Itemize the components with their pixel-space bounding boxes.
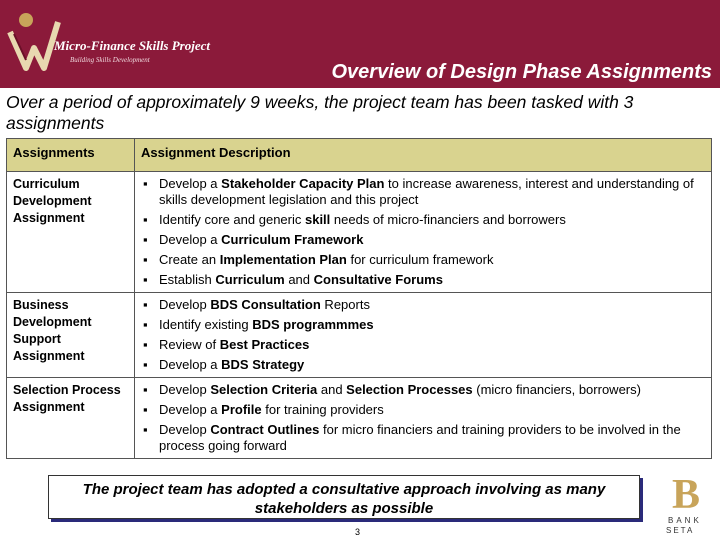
description-list (141, 176, 705, 288)
header-assignments: Assignments (7, 139, 135, 172)
text-segment: Develop (159, 422, 211, 437)
bold-term: BDS Consultation (210, 297, 321, 312)
page-number: 3 (355, 527, 361, 537)
list-item (141, 176, 705, 208)
bold-term: Implementation Plan (219, 252, 347, 267)
list-item (141, 252, 705, 268)
text-segment: Create an (159, 252, 220, 267)
text-segment: Review of (159, 337, 220, 352)
bold-term: Selection Criteria (210, 382, 318, 397)
bank-logo-line1: BANK (668, 516, 702, 525)
list-item (141, 382, 705, 398)
list-item (141, 212, 705, 228)
text-segment: Develop a (159, 402, 222, 417)
text-segment: Develop a (159, 176, 222, 191)
bold-term: Contract Outlines (210, 422, 320, 437)
assignment-description (135, 378, 712, 459)
table-row (7, 172, 712, 293)
assignment-description (135, 172, 712, 293)
text-segment: Develop (159, 297, 211, 312)
assignment-name: Business Development Support Assignment (7, 293, 135, 378)
table-body (7, 172, 712, 459)
description-list (141, 297, 705, 373)
bold-term: Best Practices (219, 337, 310, 352)
intro-text: Over a period of approximately 9 weeks, the project team has been tasked with 3 assignments (6, 92, 634, 133)
text-segment: Identify existing (159, 317, 253, 332)
text-segment: Develop (159, 382, 211, 397)
bold-term: BDS Strategy (221, 357, 305, 372)
text-segment: Identify core and generic (159, 212, 305, 227)
logo-tagline: Building Skills Development (70, 56, 150, 64)
list-item (141, 402, 705, 418)
list-item (141, 422, 705, 454)
list-item (141, 337, 705, 353)
bank-seta-logo (664, 470, 716, 536)
text-segment: for curriculum framework (346, 252, 494, 267)
text-segment: needs of micro-financiers and borrowers (330, 212, 566, 227)
list-item (141, 297, 705, 313)
text-segment: Develop a (159, 357, 222, 372)
assignment-name: Curriculum Development Assignment (7, 172, 135, 293)
list-item (141, 232, 705, 248)
bank-seta-mark-icon: B (672, 472, 701, 518)
assignments-table (6, 138, 712, 459)
text-segment: Develop a (159, 232, 222, 247)
bold-term: Curriculum (215, 272, 285, 287)
list-item (141, 272, 705, 288)
list-item (141, 357, 705, 373)
bold-term: Profile (221, 402, 262, 417)
list-item (141, 317, 705, 333)
text-segment: (micro financiers, borrowers) (472, 382, 641, 397)
text-segment: for micro financiers and training providers to be involved in the process going forward (159, 422, 681, 453)
bold-term: Curriculum Framework (221, 232, 364, 247)
text-segment: and (284, 272, 314, 287)
table-row (7, 293, 712, 378)
text-segment: and (317, 382, 347, 397)
micro-finance-logo (4, 8, 210, 78)
header-description: Assignment Description (135, 139, 712, 172)
bold-term: Stakeholder Capacity Plan (221, 176, 385, 191)
text-segment: for training providers (261, 402, 384, 417)
bank-logo-line2: SETA (666, 526, 695, 535)
callout-box: The project team has adopted a consultative approach involving as many stakeholders as possible (48, 475, 640, 519)
header-banner (0, 0, 720, 88)
assignment-description (135, 293, 712, 378)
text-segment: to increase awareness, interest and understanding of skills development legislation and this project (159, 176, 694, 207)
bold-term: BDS programmmes (252, 317, 374, 332)
bold-term: skill (304, 212, 331, 227)
assignment-name: Selection Process Assignment (7, 378, 135, 459)
table-row (7, 378, 712, 459)
bold-term: Selection Processes (346, 382, 473, 397)
description-list (141, 382, 705, 454)
logo-name: Micro-Finance Skills Project (54, 38, 210, 53)
bold-term: Consultative Forums (313, 272, 443, 287)
text-segment: Reports (320, 297, 370, 312)
text-segment: Establish (159, 272, 216, 287)
page-title: Overview of Design Phase Assignments (331, 61, 712, 83)
table-header-row (7, 139, 712, 172)
